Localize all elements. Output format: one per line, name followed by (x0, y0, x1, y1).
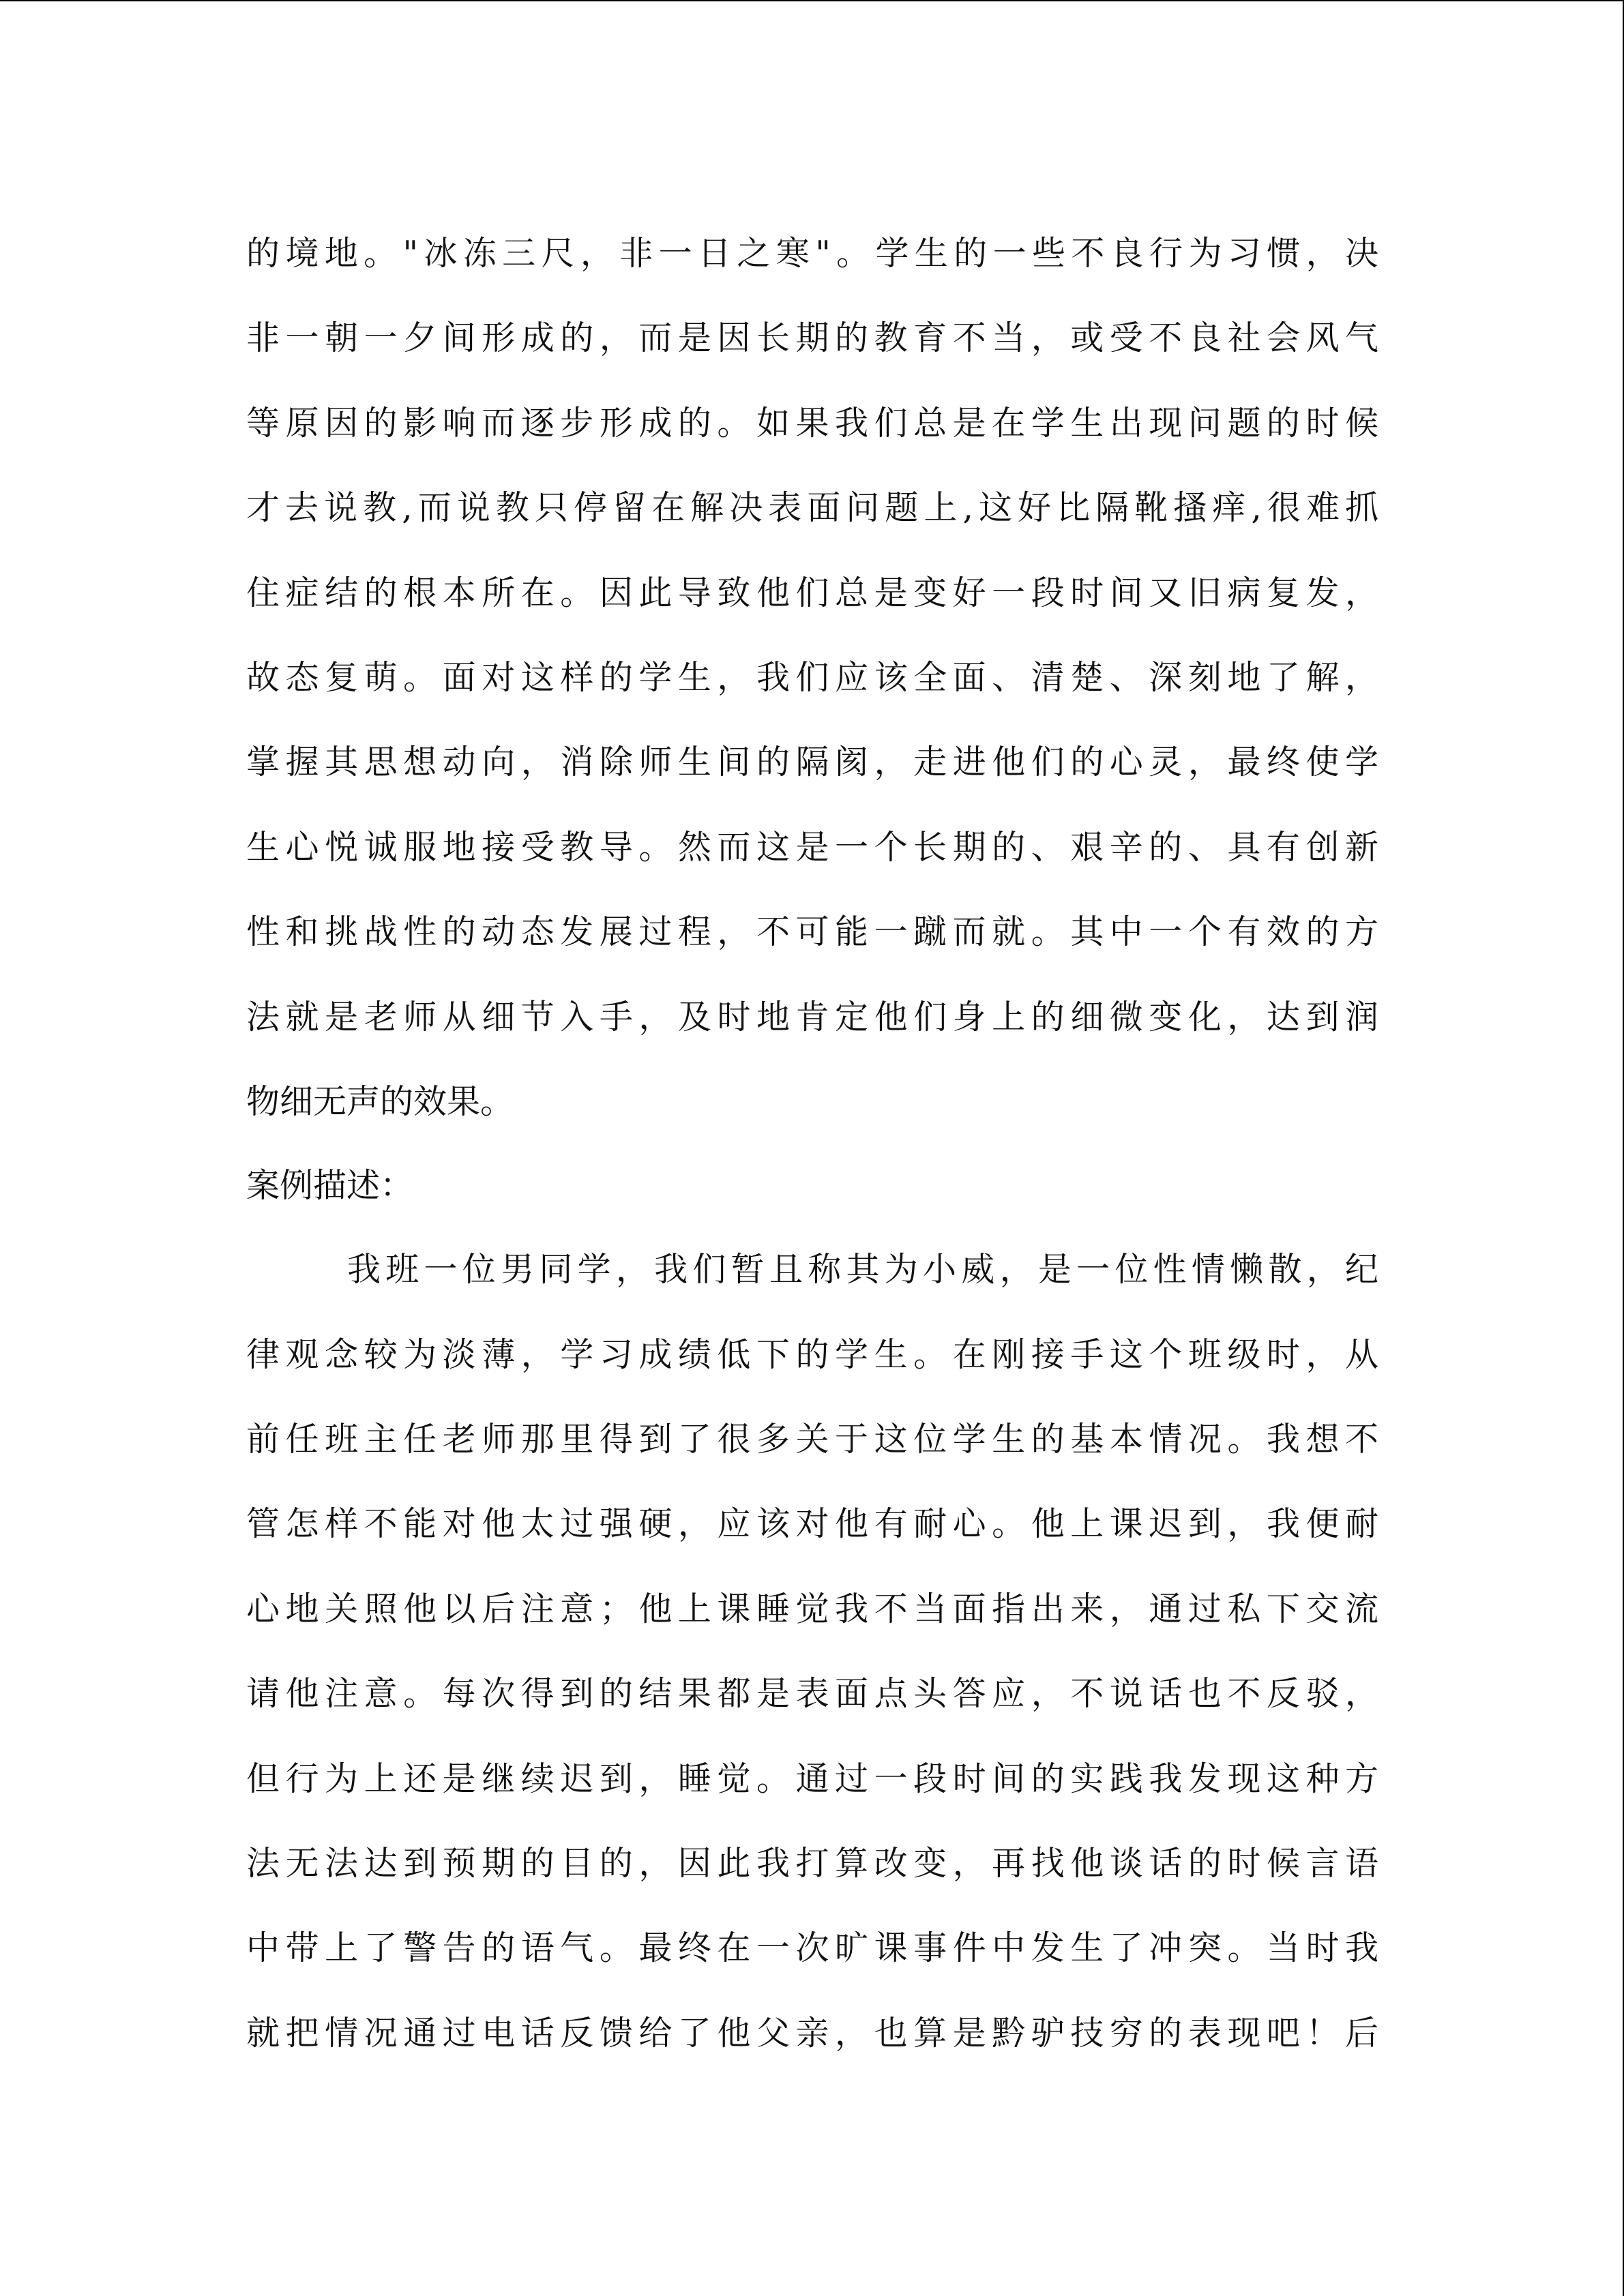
text-line: 心地关照他以后注意；他上课睡觉我不当面指出来，通过私下交流 (246, 1589, 1378, 1628)
text-line: 非一朝一夕间形成的，而是因长期的教育不当，或受不良社会风气 (246, 318, 1378, 358)
text-line: 请他注意。每次得到的结果都是表面点头答应，不说话也不反驳， (246, 1674, 1378, 1714)
text-line: 中带上了警告的语气。最终在一次旷课事件中发生了冲突。当时我 (246, 1928, 1378, 1968)
document-body (246, 211, 1378, 2076)
text-line: 性和挑战性的动态发展过程，不可能一蹴而就。其中一个有效的方 (246, 912, 1378, 952)
text-line: 住症结的根本所在。因此导致他们总是变好一段时间又旧病复发， (246, 573, 1378, 612)
text-line: 故态复萌。面对这样的学生，我们应该全面、清楚、深刻地了解， (246, 657, 1378, 697)
text-line: 就把情况通过电话反馈给了他父亲，也算是黔驴技穷的表现吧！后 (246, 2013, 1378, 2053)
text-line: 法无法达到预期的目的，因此我打算改变，再找他谈话的时候言语 (246, 1844, 1378, 1883)
text-line: 的境地。"冰冻三尺，非一日之寒"。学生的一些不良行为习惯，决 (246, 234, 1378, 273)
text-line: 我班一位男同学，我们暂且称其为小威，是一位性情懒散，纪 (347, 1250, 1378, 1289)
text-line: 律观念较为淡薄，学习成绩低下的学生。在刚接手这个班级时，从 (246, 1335, 1378, 1374)
text-line: 但行为上还是继续迟到，睡觉。通过一段时间的实践我发现这种方 (246, 1759, 1378, 1798)
text-line: 管怎样不能对他太过强硬，应该对他有耐心。他上课迟到，我便耐 (246, 1504, 1378, 1544)
paragraph-intro (246, 211, 1378, 1144)
text-line: 才去说教,而说教只停留在解决表面问题上,这好比隔靴搔痒,很难抓 (246, 488, 1378, 528)
paragraph-case-description (246, 1227, 1378, 2076)
section-heading: 案例描述： (246, 1166, 414, 1206)
text-line: 掌握其思想动向，消除师生间的隔阂，走进他们的心灵，最终使学 (246, 743, 1378, 782)
text-line: 前任班主任老师那里得到了很多关于这位学生的基本情况。我想不 (246, 1420, 1378, 1459)
text-line: 等原因的影响而逐步形成的。如果我们总是在学生出现问题的时候 (246, 403, 1378, 443)
text-line: 物细无声的效果。 (246, 1082, 514, 1121)
text-line: 法就是老师从细节入手，及时地肯定他们身上的细微变化，达到润 (246, 997, 1378, 1037)
text-line: 生心悦诚服地接受教导。然而这是一个长期的、艰辛的、具有创新 (246, 827, 1378, 867)
